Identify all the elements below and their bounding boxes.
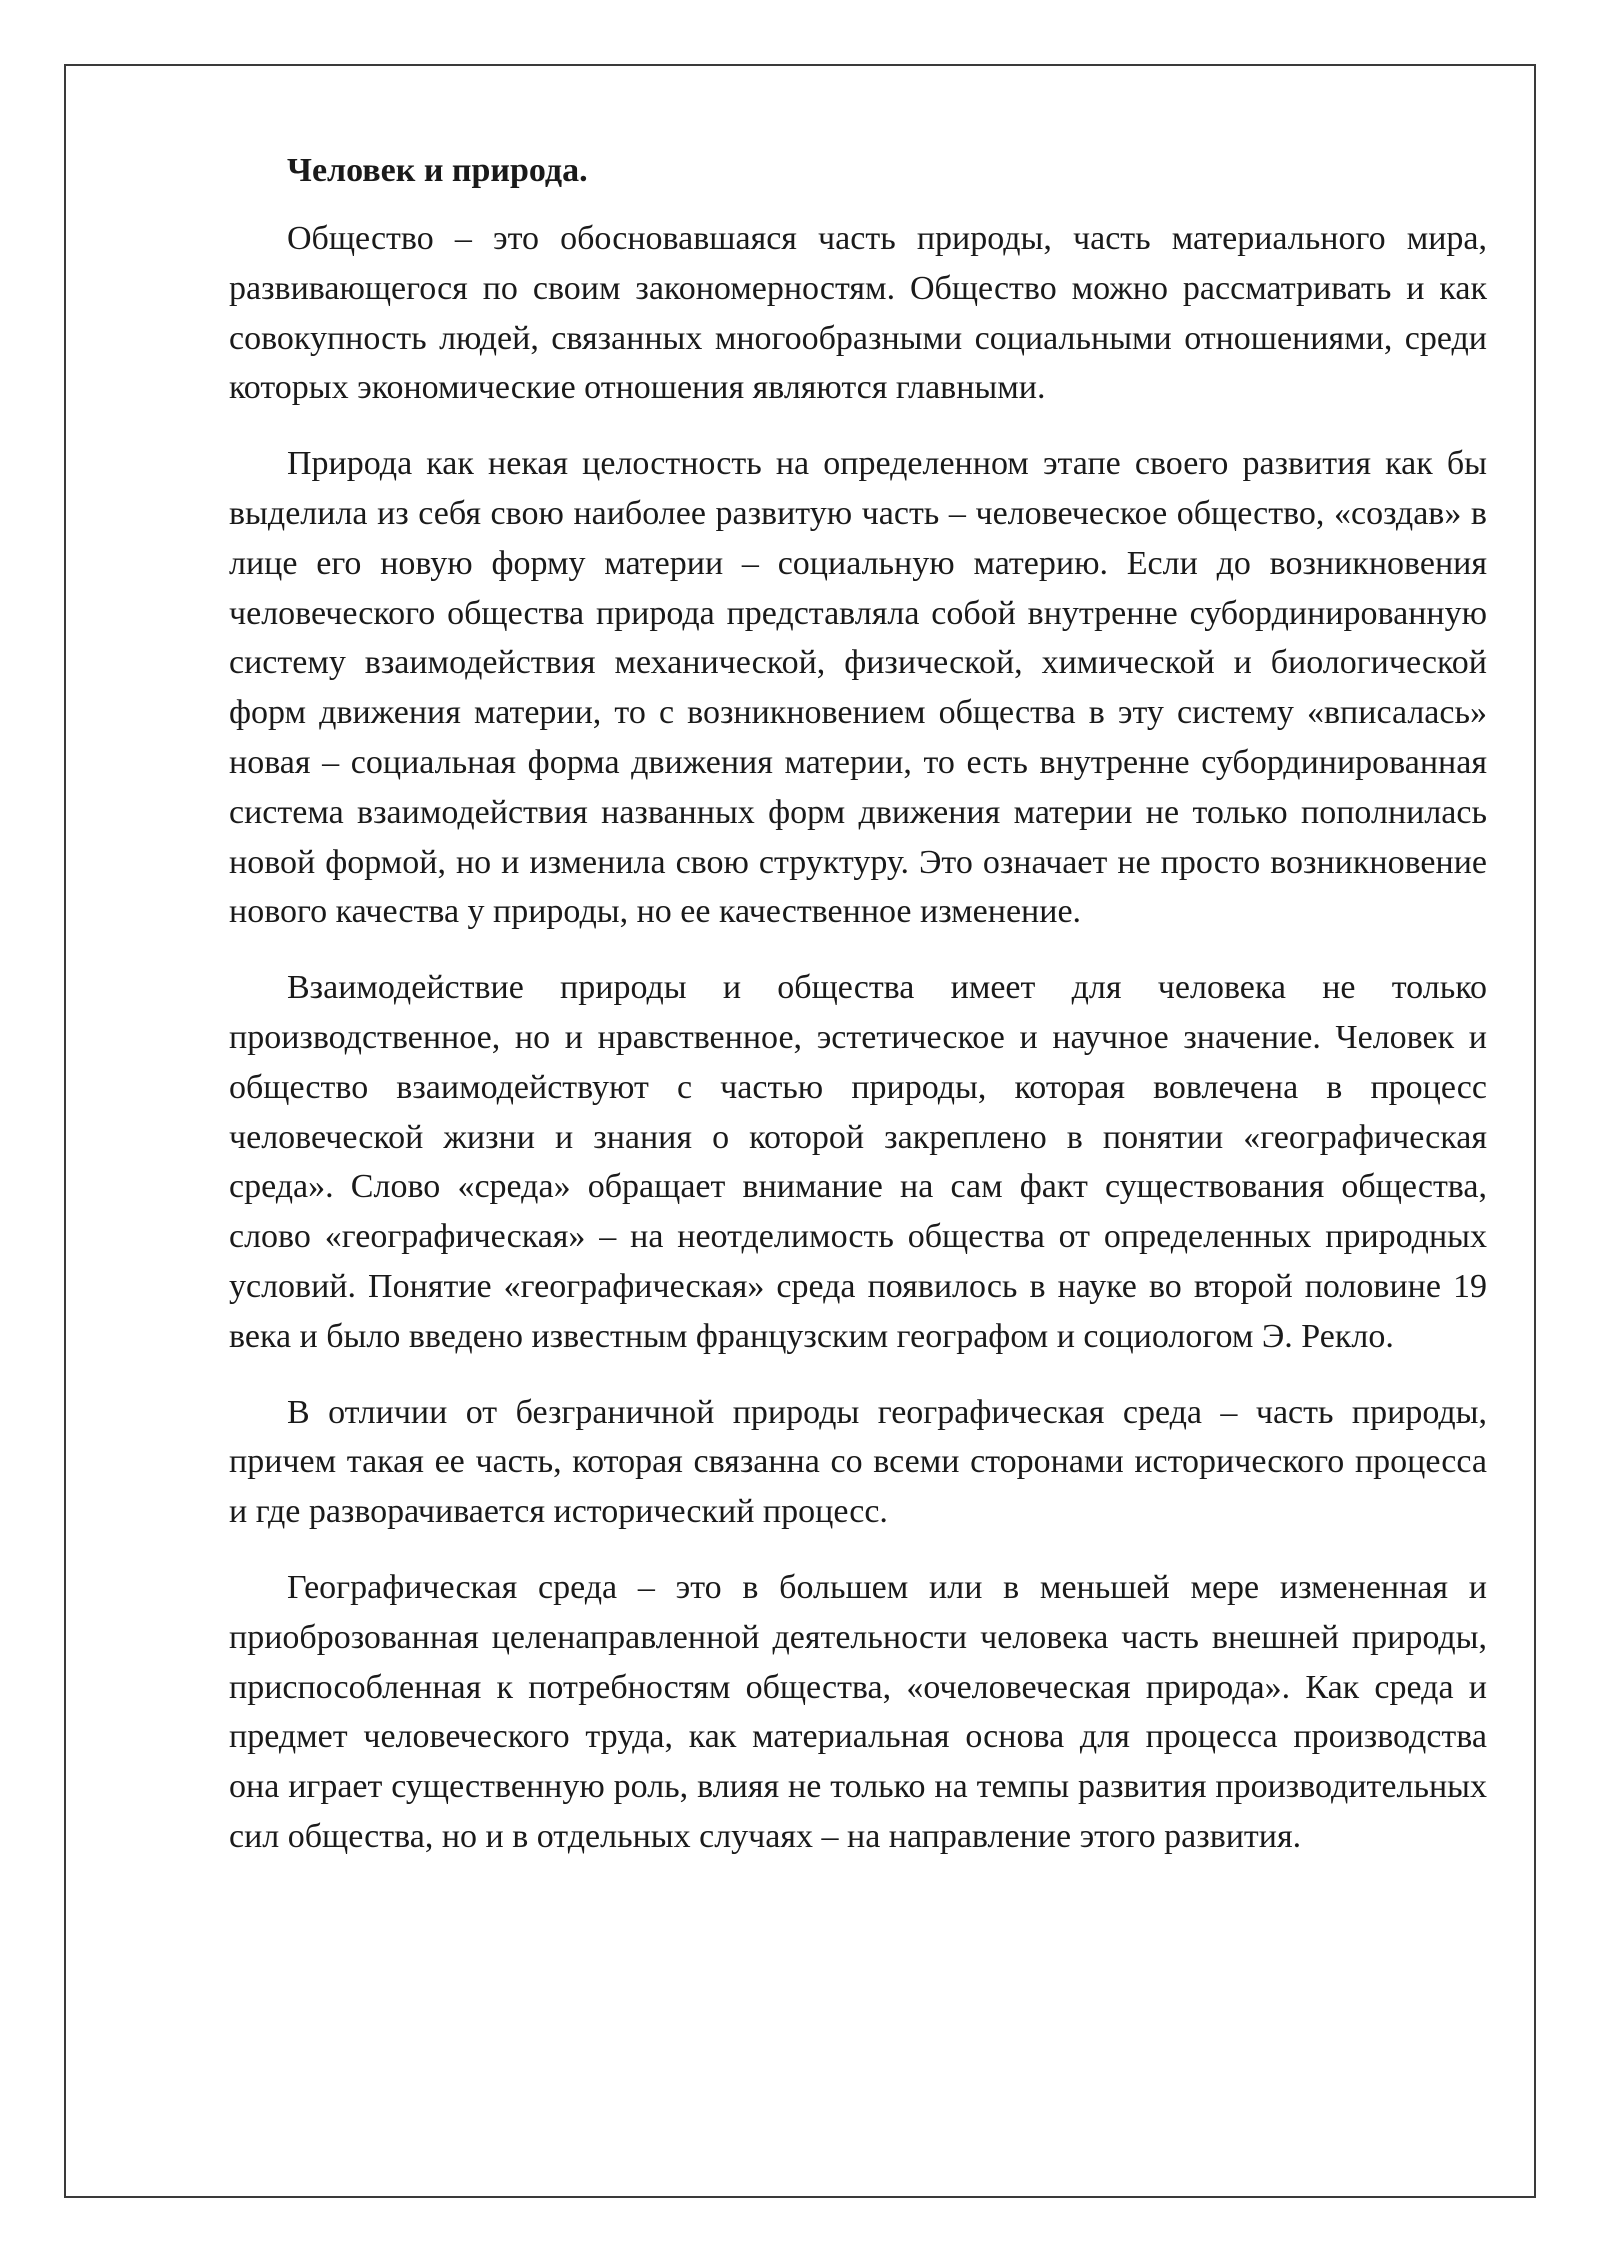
paragraph-1: Общество – это обосновавшаяся часть природы, часть материального мира, развивающегося по своим закономерностям. Общество можно рассматривать и как совокупность людей, связанных многообразными социальными отношениями, среди которых экономические отношения являются главными. — [229, 220, 1487, 407]
paragraph-5: Географическая среда – это в большем или в меньшей мере измененная и приоброзованная целенаправленной деятельности человека часть внешней природы, приспособленная к потребностям общества, «очеловеческая природа». Как среда и предмет человеческого труда, как материальная основа для процесса производства она играет существенную роль, влияя не только на темпы развития производительных сил общества, но и в отдельных случаях – на направление этого развития. — [229, 1568, 1487, 1855]
document-body — [229, 146, 1487, 1888]
document-title: Человек и природа. — [287, 152, 588, 189]
paragraph-2: Природа как некая целостность на определенном этапе своего развития как бы выделила из себя свою наиболее развитую часть – человеческое общество, «создав» в лице его новую форму материи – социальную материю. Если до возникновения человеческого общества природа представляла собой внутренне субординированную систему взаимодействия механической, физической, химической и биологической форм движения материи, то с возникновением общества в эту систему «вписалась» новая – социальная форма движения материи, то есть внутренне субординированная система взаимодействия названных форм движения материи не только пополнилась новой формой, но и изменила свою структуру. Это означает не просто возникновение нового качества у природы, но ее качественное изменение. — [229, 445, 1487, 931]
paragraph-3: Взаимодействие природы и общества имеет для человека не только производственное, но и нравственное, эстетическое и научное значение. Человек и общество взаимодействуют с частью природы, которая вовлечена в процесс человеческой жизни и знания о которой закреплено в понятии «географическая среда». Слово «среда» обращает внимание на сам факт существования общества, слово «географическая» – на неотделимость общества от определенных природных условий. Понятие «географическая» среда появилось в науке во второй половине 19 века и было введено известным французским географом и социологом Э. Рекло. — [229, 969, 1487, 1355]
paragraph-4: В отличии от безграничной природы географическая среда – часть природы, причем такая ее часть, которая связанна со всеми сторонами исторического процесса и где разворачивается исторический процесс. — [229, 1393, 1487, 1531]
